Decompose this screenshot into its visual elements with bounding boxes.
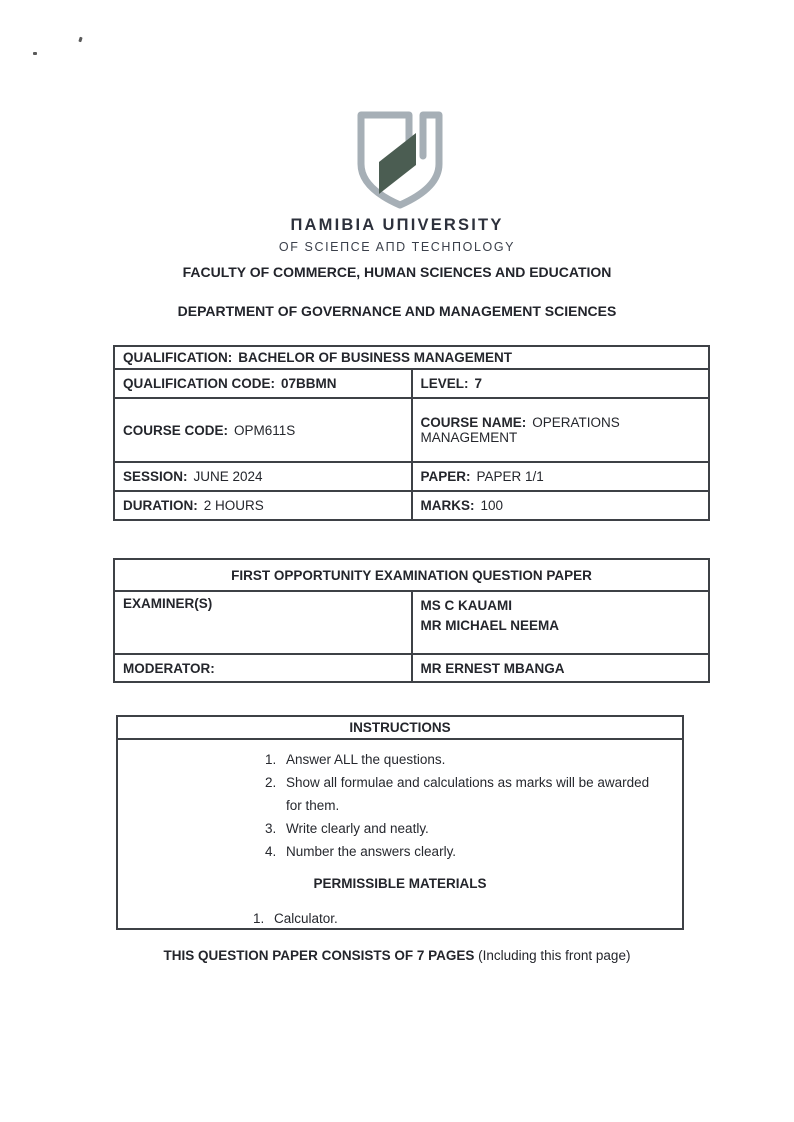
session-label: SESSION: (123, 469, 188, 484)
session-value: JUNE 2024 (193, 469, 263, 484)
course-name-label: COURSE NAME: (420, 415, 527, 430)
qualification-code-cell (114, 369, 412, 398)
page-count-note (0, 948, 794, 963)
instructions-title: INSTRUCTIONS (118, 717, 682, 740)
level-label: LEVEL: (420, 376, 469, 391)
material-item: 1. Calculator. (268, 910, 682, 928)
level-value: 7 (474, 376, 483, 391)
exam-info-table (113, 558, 710, 683)
examiners-label: EXAMINER(S) (114, 591, 412, 654)
duration-label: DURATION: (123, 498, 198, 513)
paper-label: PAPER: (420, 469, 471, 484)
permissible-materials-list (118, 910, 682, 928)
page-count-bold: THIS QUESTION PAPER CONSISTS OF 7 PAGES (163, 948, 475, 963)
marks-label: MARKS: (420, 498, 475, 513)
qualification-code-value: 07BBMN (281, 376, 337, 391)
instruction-item: 1. Answer ALL the questions. (280, 748, 663, 771)
course-info-table (113, 345, 710, 521)
table-row (114, 369, 709, 398)
course-name-cell (412, 398, 710, 462)
instructions-box (116, 715, 684, 930)
instructions-list (118, 748, 663, 863)
examiner-name: MR MICHAEL NEEMA (420, 618, 560, 633)
duration-cell (114, 491, 412, 520)
department-title: DEPARTMENT OF GOVERNANCE AND MANAGEMENT SCIENCES (177, 303, 617, 319)
faculty-title: FACULTY OF COMMERCE, HUMAN SCIENCES AND EDUCATION (182, 264, 612, 280)
table-row (114, 654, 709, 682)
moderator-name: MR ERNEST MBANGA (412, 654, 710, 682)
table-row (114, 491, 709, 520)
paper-cell (412, 462, 710, 491)
instruction-item: 3. Write clearly and neatly. (280, 817, 663, 840)
instruction-item: 4. Number the answers clearly. (280, 840, 663, 863)
marks-cell (412, 491, 710, 520)
moderator-label: MODERATOR: (114, 654, 412, 682)
permissible-materials-title: PERMISSIBLE MATERIALS (313, 876, 487, 891)
qualification-cell (114, 346, 709, 369)
university-subtitle: OF SCIEПCE AПD TECHПOLOGY (278, 240, 516, 254)
table-row (114, 591, 709, 654)
course-name-value: OPERATIONS MANAGEMENT (420, 415, 620, 445)
page-count-regular: (Including this front page) (478, 948, 631, 963)
scan-speck (33, 52, 37, 55)
exam-paper-title: FIRST OPPORTUNITY EXAMINATION QUESTION PAPER (114, 559, 709, 591)
qualification-value: BACHELOR OF BUSINESS MANAGEMENT (238, 350, 512, 365)
qualification-label: QUALIFICATION: (123, 350, 233, 365)
marks-value: 100 (480, 498, 504, 513)
examiner-name: MS C KAUAMI (420, 598, 512, 613)
table-row (114, 398, 709, 462)
scan-speck (78, 37, 82, 43)
course-code-cell (114, 398, 412, 462)
course-code-label: COURSE CODE: (123, 422, 229, 438)
course-code-value: OPM611S (234, 422, 296, 438)
table-row (114, 462, 709, 491)
qualification-code-label: QUALIFICATION CODE: (123, 376, 275, 391)
examiners-cell (412, 591, 710, 654)
shield-logo-icon (352, 106, 448, 212)
duration-value: 2 HOURS (203, 498, 264, 513)
paper-value: PAPER 1/1 (476, 469, 544, 484)
table-row (114, 559, 709, 591)
table-row (114, 346, 709, 369)
session-cell (114, 462, 412, 491)
instruction-item: 2. Show all formulae and calculations as marks will be awarded for them. (280, 771, 663, 817)
nust-logo (352, 106, 448, 214)
level-cell (412, 369, 710, 398)
university-name: ПAMIBIA UПIVERSITY (290, 216, 504, 234)
